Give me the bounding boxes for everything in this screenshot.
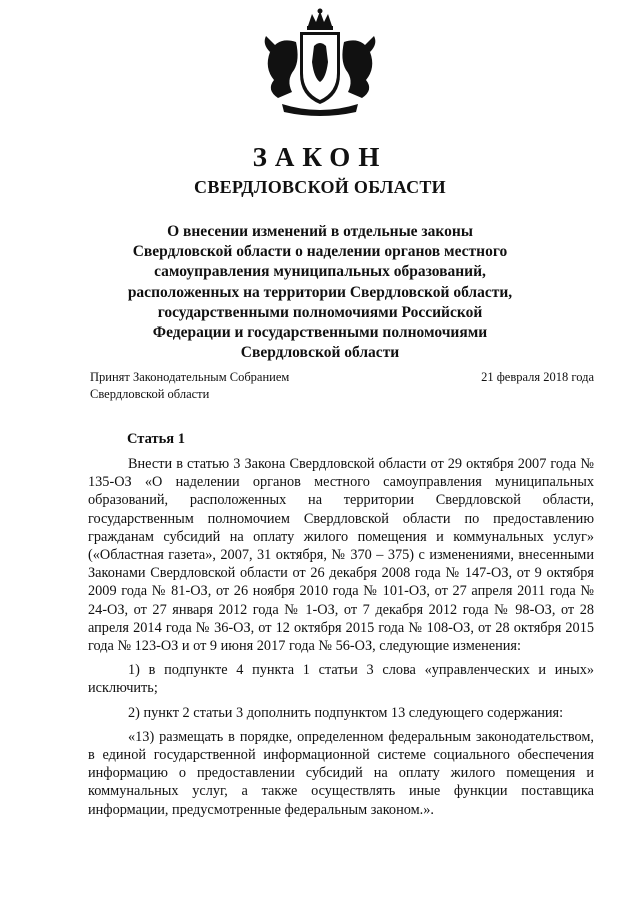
adoption-date: 21 февраля 2018 года <box>481 370 594 384</box>
law-title: ЗАКОН <box>252 142 388 172</box>
paragraph: 2) пункт 2 статьи 3 дополнить подпунктом 13 следующего содержания: <box>128 704 564 721</box>
heading-line: Свердловской области о наделении органов местного <box>132 243 508 261</box>
paragraph: «13) размещать в порядке, определенном федеральным законодательством, в единой государственной информационной системе социального обеспечения информацию о предоставлении субсидий на оплату жилого помещения и коммунальных услуг, а также осуществлять иные функции поставщика информации, предусмотренные федеральным законом.». <box>88 728 594 818</box>
article-body <box>88 455 594 825</box>
paragraph: Внести в статью 3 Закона Свердловской области от 29 октября 2007 года № 135-ОЗ «О наделении органов местного самоуправления муниципальных образований, расположенных на территории Свердловской области, государственным полномочием Свердловской области по предоставлению гражданам субсидий на оплату жилого помещения и коммунальных услуг» («Областная газета», 2007, 31 октября, № 370 – 375) с изменениями, внесенными Законами Свердловской области от 26 декабря 2008 года № 147-ОЗ, от 9 октября 2009 года № 81-ОЗ, от 26 ноября 2010 года № 101-ОЗ, от 27 апреля 2011 года № 24-ОЗ, от 27 января 2012 года № 1-ОЗ, от 7 декабря 2012 года № 98-ОЗ, от 28 апреля 2014 года № 36-ОЗ, от 12 октября 2015 года № 108-ОЗ, от 28 октября 2015 года № 123-ОЗ и от 9 июня 2017 года № 56-ОЗ, следующие изменения: <box>88 456 594 655</box>
law-heading <box>70 222 570 363</box>
paragraph: 1) в подпункте 4 пункта 1 статьи 3 слова «управленческих и иных» исключить; <box>88 662 594 697</box>
heading-line: Федерации и государственными полномочиями <box>152 324 488 342</box>
heading-line: О внесении изменений в отдельные законы <box>167 223 473 240</box>
adopted-line: Свердловской области <box>90 387 210 401</box>
adopted-by <box>90 369 289 403</box>
article-title: Статья 1 <box>127 431 185 447</box>
heading-line: Свердловской области <box>240 344 400 362</box>
coat-of-arms-emblem <box>256 8 384 120</box>
adopted-line: Принят Законодательным Собранием <box>90 370 290 384</box>
region-subtitle: СВЕРДЛОВСКОЙ ОБЛАСТИ <box>194 177 446 197</box>
heading-line: государственными полномочиями Российской <box>157 303 483 321</box>
heading-line: расположенных на территории Свердловской области, <box>127 283 513 301</box>
heading-line: самоуправления муниципальных образований, <box>154 263 486 281</box>
